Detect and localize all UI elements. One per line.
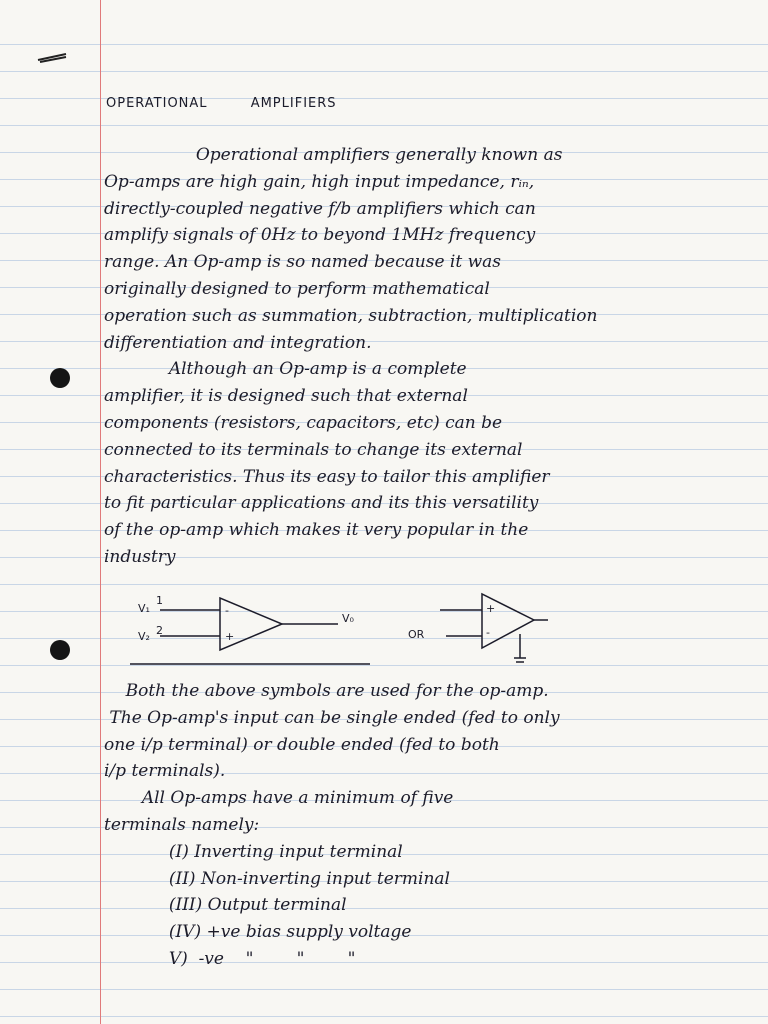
text-line: Both the above symbols are used for the op-amp. [104,681,549,701]
text-line: Op-amps are high gain, high input impedance, rᵢₙ, [104,171,535,192]
text-line: Operational amplifiers generally known as [104,145,563,165]
pen-mark-icon [36,52,68,64]
text-line: characteristics. Thus its easy to tailor this amplifier [104,466,550,487]
page-title [106,96,375,111]
label-vo: V₀ [342,612,354,625]
label-minus: - [225,604,229,617]
text-line: (III) Output terminal [104,895,347,916]
text-line: originally designed to perform mathematical [104,279,490,299]
label-v1: V₁ [138,602,150,615]
text-line: i/p terminals). [104,761,226,782]
label-n2: 2 [156,624,163,637]
text-line: Although an Op-amp is a complete [104,359,467,380]
punch-hole [50,640,70,660]
text-line: amplifier, it is designed such that external [104,386,468,407]
text-line: terminals namely: [104,815,260,835]
label-n1: 1 [156,594,163,607]
text-line: (I) Inverting input terminal [104,841,403,862]
text-line: components (resistors, capacitors, etc) can be [104,413,503,433]
text-line: operation such as summation, subtraction, multiplication [104,305,598,326]
text-line: differentiation and integration. [104,332,372,353]
label-v2: V₂ [138,630,150,643]
label-plus-alt: + [486,602,496,615]
text-line: industry [104,547,176,567]
label-minus-alt: - [486,626,490,639]
text-line: directly-coupled negative f/b amplifiers which can [104,198,536,219]
text-line: The Op-amp's input can be single ended (fed to only [104,707,560,728]
text-line: amplify signals of 0Hz to beyond 1MHz frequency [104,225,536,246]
text-line: (II) Non-inverting input terminal [104,868,450,889]
text-line: connected to its terminals to change its external [104,439,523,460]
op-amp-symbols-diagram [130,592,550,672]
text-line: (IV) +ve bias supply voltage [104,922,412,943]
title-word: AMPLIFIERS [250,96,337,111]
text-line: to fit particular applications and its this versatility [104,493,539,514]
punch-hole [50,368,70,388]
margin-line [100,0,101,1024]
text-line: one i/p terminal) or double ended (fed to both [104,734,500,755]
label-plus: + [225,630,235,643]
label-or: OR [408,628,425,641]
title-word: OPERATIONAL [106,96,208,111]
text-line: of the op-amp which makes it very popular in the [104,520,529,541]
text-line: range. An Op-amp is so named because it was [104,252,501,273]
text-line: V) -ve " " " [104,949,356,969]
text-line: All Op-amps have a minimum of five [104,788,454,809]
